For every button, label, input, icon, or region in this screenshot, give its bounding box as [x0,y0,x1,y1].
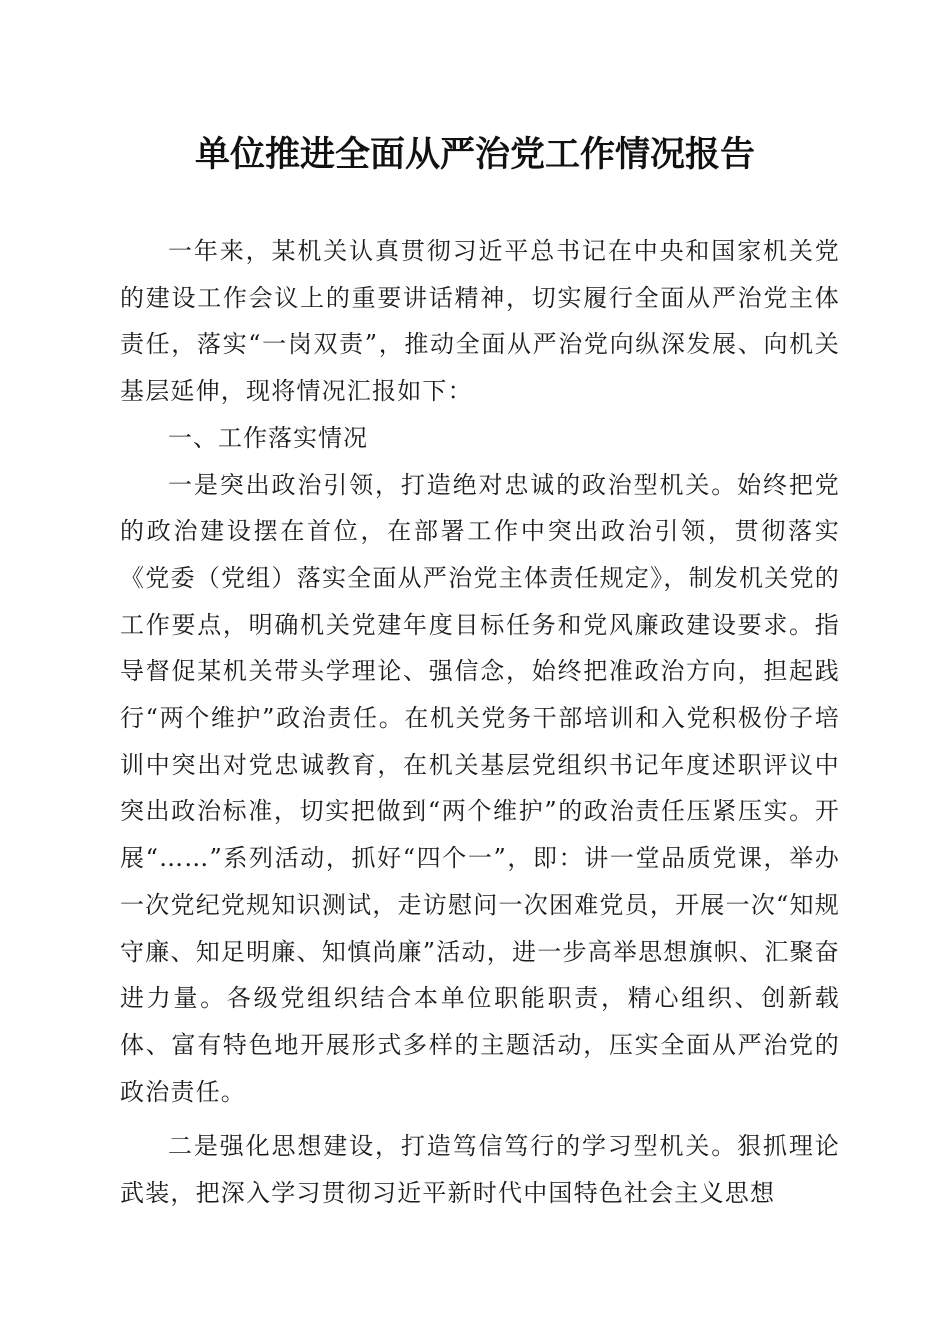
item2-text: 狠抓理论武装，把深入学习贯彻习近平新时代中国特色社会主义思想 [120,1132,840,1208]
intro-paragraph: 一年来，某机关认真贯彻习近平总书记在中央和国家机关党的建设工作会议上的重要讲话精神，切实履行全面从严治党主体责任，落实“一岗双责”，推动全面从严治党向纵深发展、向机关基层延伸，现将情况汇报如下： [120,237,840,406]
document-title: 单位推进全面从严治党工作情况报告 [194,134,755,175]
item1-lead: 一是突出政治引领，打造绝对忠诚的政治型机关。 [168,470,738,499]
section-heading: 一、工作落实情况 [168,423,368,452]
item2-lead: 二是强化思想建设，打造笃信笃行的学习型机关。 [168,1132,738,1161]
item1-paragraph [120,462,840,1116]
item2-paragraph [120,1123,840,1216]
document-body [120,228,840,1217]
item1-text: 始终把党的政治建设摆在首位，在部署工作中突出政治引领，贯彻落实《党委（党组）落实全面从严治党主体责任规定》，制发机关党的工作要点，明确机关党建年度目标任务和党风廉政建设要求。指导督促某机关带头学理论、强信念，始终把准政治方向，担起践行“两个维护”政治责任。在机关党务干部培训和入党积极份子培训中突出对党忠诚教育，在机关基层党组织书记年度述职评议中突出政治标准，切实把做到“两个维护”的政治责任压紧压实。开展“……”系列活动，抓好“四个一”，即：讲一堂品质党课，举办一次党纪党规知识测试，走访慰问一次困难党员，开展一次“知规守廉、知足明廉、知慎尚廉”活动，进一步高举思想旗帜、汇聚奋进力量。各级党组织结合本单位职能职责，精心组织、创新载体、富有特色地开展形式多样的主题活动，压实全面从严治党的政治责任。 [120,470,840,1106]
